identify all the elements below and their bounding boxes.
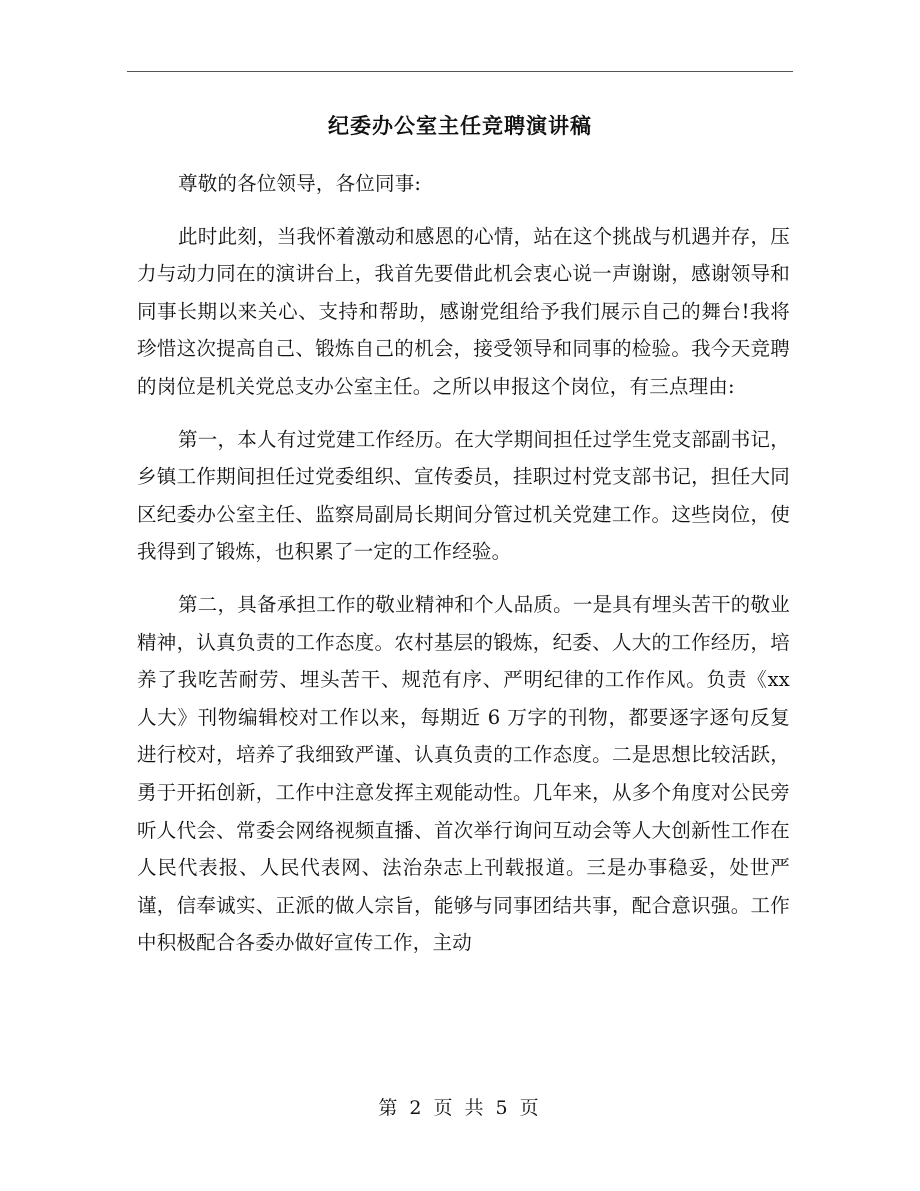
header-divider [127,71,793,72]
document-title: 纪委办公室主任竞聘演讲稿 [328,113,592,138]
page-number: 第 2 页 共 5 页 [378,1097,542,1119]
paragraph-reason-two: 第二，具备承担工作的敬业精神和个人品质。一是具有埋头苦干的敬业精神，认真负责的工作态度。农村基层的锻炼，纪委、人大的工作经历，培养了我吃苦耐劳、埋头苦干、规范有序、严明纪律的工作作风。负责《xx 人大》刊物编辑校对工作以来，每期近 6 万字的刊物，都要逐字逐句反复进行校对，培养了我细致严谨、认真负责的工作态度。二是思想比较活跃，勇于开拓创新，工作中注意发挥主观能动性。几年来，从多个角度对公民旁听人代会、常委会网络视频直播、首次举行询问互动会等人大创新性工作在人民代表报、人民代表网、法治杂志上刊载报道。三是办事稳妥，处世严谨，信奉诚实、正派的做人宗旨，能够与同事团结共事，配合意识强。工作中积极配合各委办做好宣传工作，主动 [137,592,790,955]
paragraph-reason-one: 第一，本人有过党建工作经历。在大学期间担任过学生党支部副书记，乡镇工作期间担任过党委组织、宣传委员，挂职过村党支部书记，担任大同区纪委办公室主任、监察局副局长期间分管过机关党建工作。这些岗位，使我得到了锻炼，也积累了一定的工作经验。 [137,427,790,564]
document-body [137,165,790,977]
salutation: 尊敬的各位领导，各位同事: [178,172,422,195]
paragraph-opening: 此时此刻，当我怀着激动和感恩的心情，站在这个挑战与机遇并存，压力与动力同在的演讲台上，我首先要借此机会衷心说一声谢谢，感谢领导和同事长期以来关心、支持和帮助，感谢党组给予我们展示自己的舞台!我将珍惜这次提高自己、锻炼自己的机会，接受领导和同事的检验。我今天竞聘的岗位是机关党总支办公室主任。之所以申报这个岗位，有三点理由: [137,224,790,398]
